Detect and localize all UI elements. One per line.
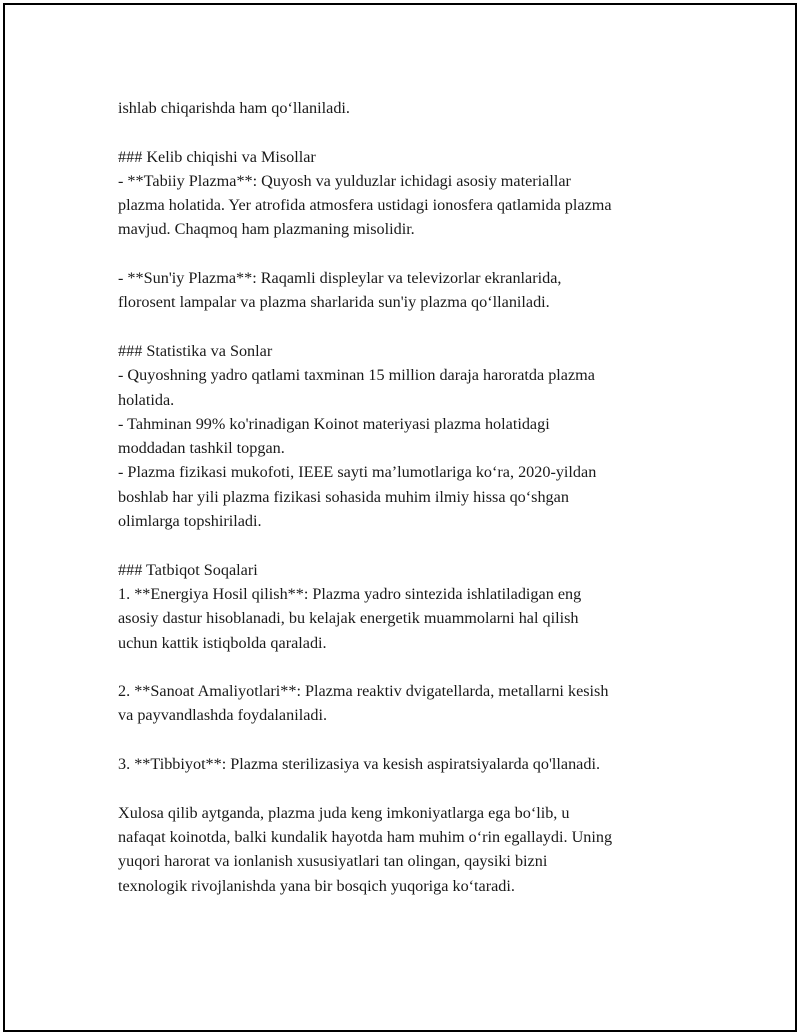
text-line: moddadan tashkil topgan. (118, 439, 285, 458)
text-line: - Quyoshning yadro qatlami taxminan 15 million daraja haroratda plazma (118, 366, 595, 385)
paragraph-spacer (118, 728, 698, 752)
section-heading: ### Kelib chiqishi va Misollar (118, 147, 316, 166)
paragraph-spacer (118, 776, 698, 800)
paragraph-spacer (118, 655, 698, 679)
text-line: va payvandlashda foydalaniladi. (118, 706, 328, 725)
text-line: - **Sun'iy Plazma**: Raqamli displeylar va televizorlar ekranlarida, (118, 269, 562, 288)
text-line: holatida. (118, 390, 175, 409)
text-line: mavjud. Chaqmoq ham plazmaning misolidir. (118, 220, 415, 239)
text-line: 2. **Sanoat Amaliyotlari**: Plazma reaktiv dvigatellarda, metallarni kesish (118, 682, 609, 701)
text-line: boshlab har yili plazma fizikasi sohasida muhim ilmiy hissa qo‘shgan (118, 487, 569, 506)
text-line: plazma holatida. Yer atrofida atmosfera ustidagi ionosfera qatlamida plazma (118, 196, 612, 215)
text-line: yuqori harorat va ionlanish xususiyatlari tan olingan, qaysiki bizni (118, 852, 548, 871)
text-line: ishlab chiqarishda ham qo‘llaniladi. (118, 99, 350, 117)
text-line: florosent lampalar va plazma sharlarida sun'iy plazma qo‘llaniladi. (118, 293, 550, 312)
text-line: - Tahminan 99% ko'rinadigan Koinot materiyasi plazma holatidagi (118, 414, 550, 433)
paragraph-spacer (118, 315, 698, 339)
paragraph-spacer (118, 120, 698, 144)
text-line: nafaqat koinotda, balki kundalik hayotda ham muhim o‘rin egallaydi. Uning (118, 827, 613, 846)
paragraph-spacer (118, 533, 698, 557)
section-heading: ### Statistika va Sonlar (118, 341, 273, 360)
text-line: uchun kattik istiqbolda qaraladi. (118, 633, 327, 652)
document-body (118, 96, 698, 898)
text-line: Xulosa qilib aytganda, plazma juda keng imkoniyatlarga ega bo‘lib, u (118, 803, 570, 822)
text-line: asosiy dastur hisoblanadi, bu kelajak energetik muammolarni hal qilish (118, 609, 579, 628)
text-line: - Plazma fizikasi mukofoti, IEEE sayti ma’lumotlariga ko‘ra, 2020-yildan (118, 463, 597, 482)
text-line: 1. **Energiya Hosil qilish**: Plazma yadro sintezida ishlatiladigan eng (118, 584, 582, 603)
text-line: - **Tabiiy Plazma**: Quyosh va yulduzlar ichidagi asosiy materiallar (118, 171, 571, 190)
section-heading: ### Tatbiqot Soqalari (118, 560, 258, 579)
text-line: 3. **Tibbiyot**: Plazma sterilizasiya va kesish aspiratsiyalarda qo'llanadi. (118, 755, 601, 774)
text-line: texnologik rivojlanishda yana bir bosqich yuqoriga ko‘taradi. (118, 876, 515, 895)
document-page (3, 3, 797, 1032)
text-line: olimlarga topshiriladi. (118, 512, 262, 531)
paragraph-spacer (118, 242, 698, 266)
